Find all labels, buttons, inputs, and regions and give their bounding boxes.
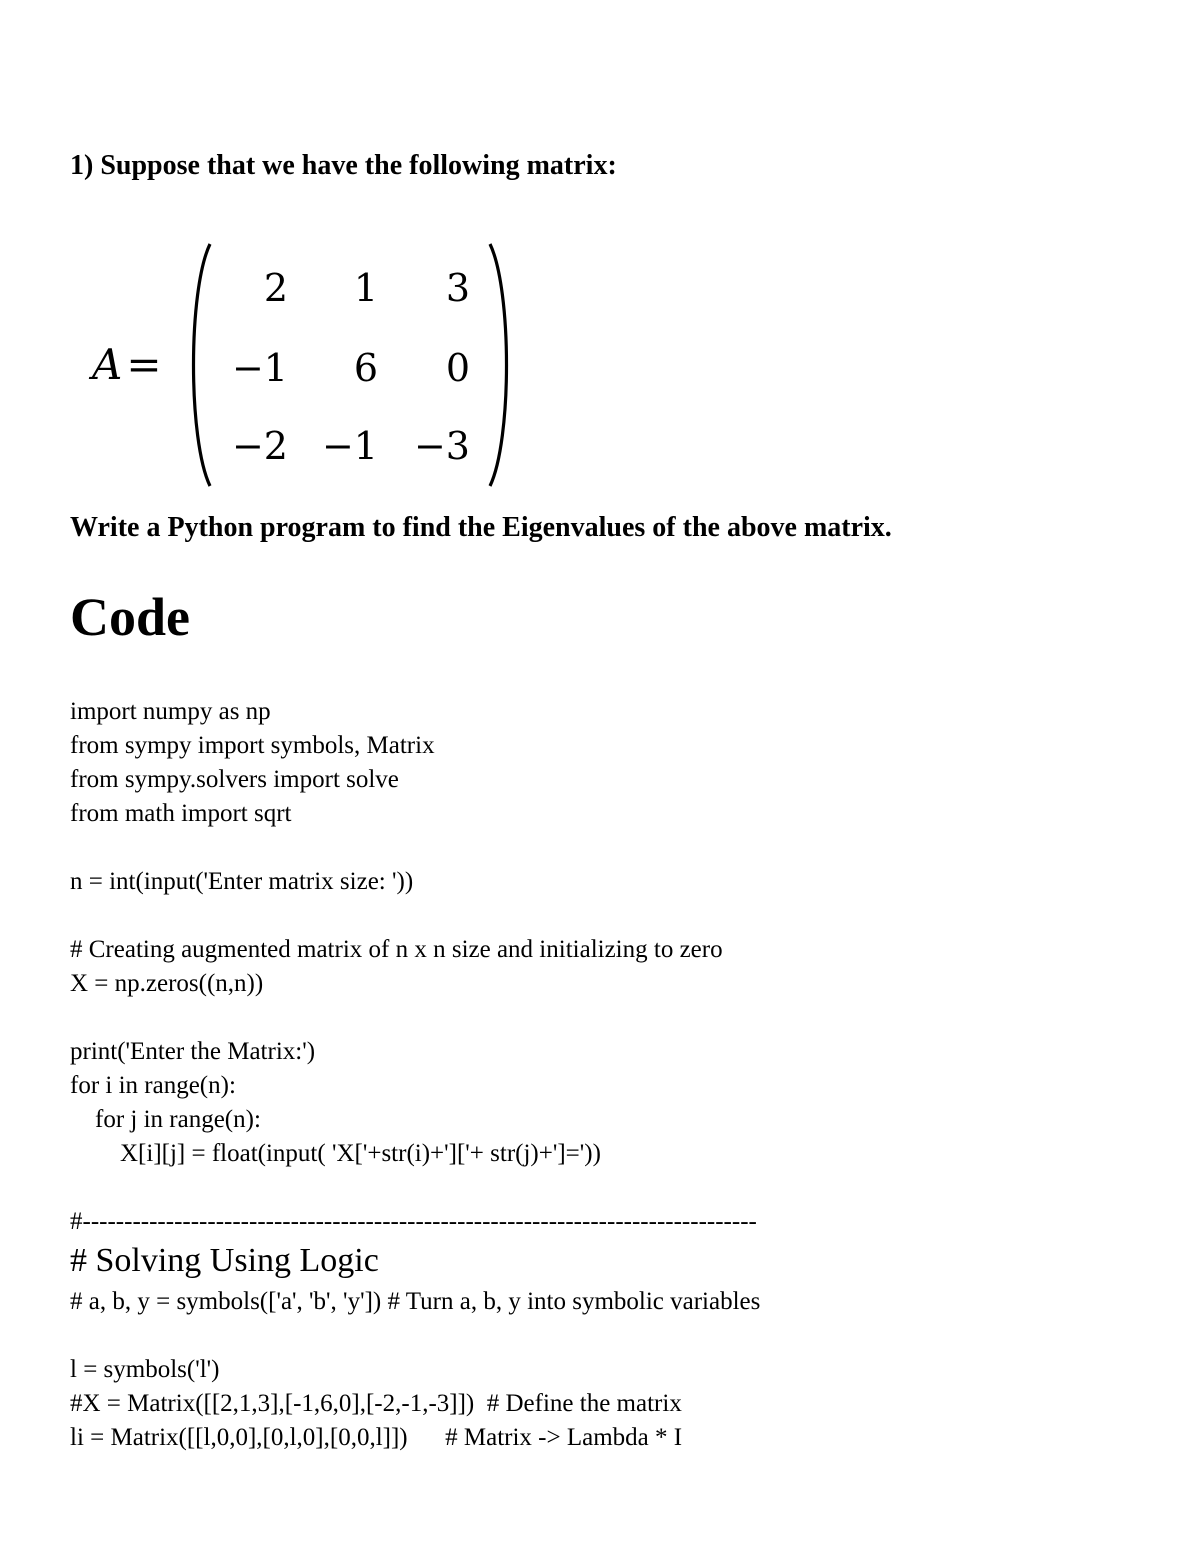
code-line: li = Matrix([[l,0,0],[0,l,0],[0,0,l]]) # Matrix -> Lambda * I (70, 1424, 683, 1451)
matrix-cell: −3 (413, 424, 470, 468)
question-instruction: Write a Python program to find the Eigenvalues of the above matrix. (70, 512, 892, 543)
right-parenthesis (486, 240, 516, 490)
code-line: import numpy as np (70, 698, 271, 725)
code-line: from sympy.solvers import solve (70, 766, 399, 793)
matrix-cell: 2 (263, 266, 288, 310)
code-line: l = symbols('l') (70, 1356, 220, 1383)
matrix-variable: A (92, 340, 123, 389)
question-title: 1) Suppose that we have the following matrix: (70, 150, 617, 181)
equals-sign: = (126, 340, 162, 389)
matrix-cell: −1 (231, 346, 288, 390)
matrix-equation (88, 240, 528, 490)
matrix-cell: 0 (445, 346, 470, 390)
matrix-label (92, 340, 162, 389)
code-line: n = int(input('Enter matrix size: ')) (70, 868, 414, 895)
code-line: X = np.zeros((n,n)) (70, 970, 264, 997)
matrix-cell: 1 (353, 266, 378, 310)
code-line: for j in range(n): (70, 1106, 261, 1133)
code-line: #X = Matrix([[2,1,3],[-1,6,0],[-2,-1,-3]]) # Define the matrix (70, 1390, 682, 1417)
code-line: X[i][j] = float(input( 'X['+str(i)+']['+ str(j)+']=')) (70, 1140, 601, 1167)
code-subheading: # Solving Using Logic (70, 1242, 379, 1279)
code-line: for i in range(n): (70, 1072, 236, 1099)
code-line: print('Enter the Matrix:') (70, 1038, 316, 1065)
code-line: from sympy import symbols, Matrix (70, 732, 435, 759)
code-comment: # Creating augmented matrix of n x n size and initializing to zero (70, 936, 723, 963)
code-separator-comment: #--------------------------------------------------------------------------------- (70, 1208, 757, 1235)
matrix-cell: −2 (231, 424, 288, 468)
matrix-cell: 6 (353, 346, 378, 390)
code-heading: Code (70, 587, 190, 647)
matrix-cell: −1 (321, 424, 378, 468)
code-comment: # a, b, y = symbols(['a', 'b', 'y']) # Turn a, b, y into symbolic variables (70, 1288, 761, 1315)
matrix-cell: 3 (445, 266, 470, 310)
code-line: from math import sqrt (70, 800, 292, 827)
